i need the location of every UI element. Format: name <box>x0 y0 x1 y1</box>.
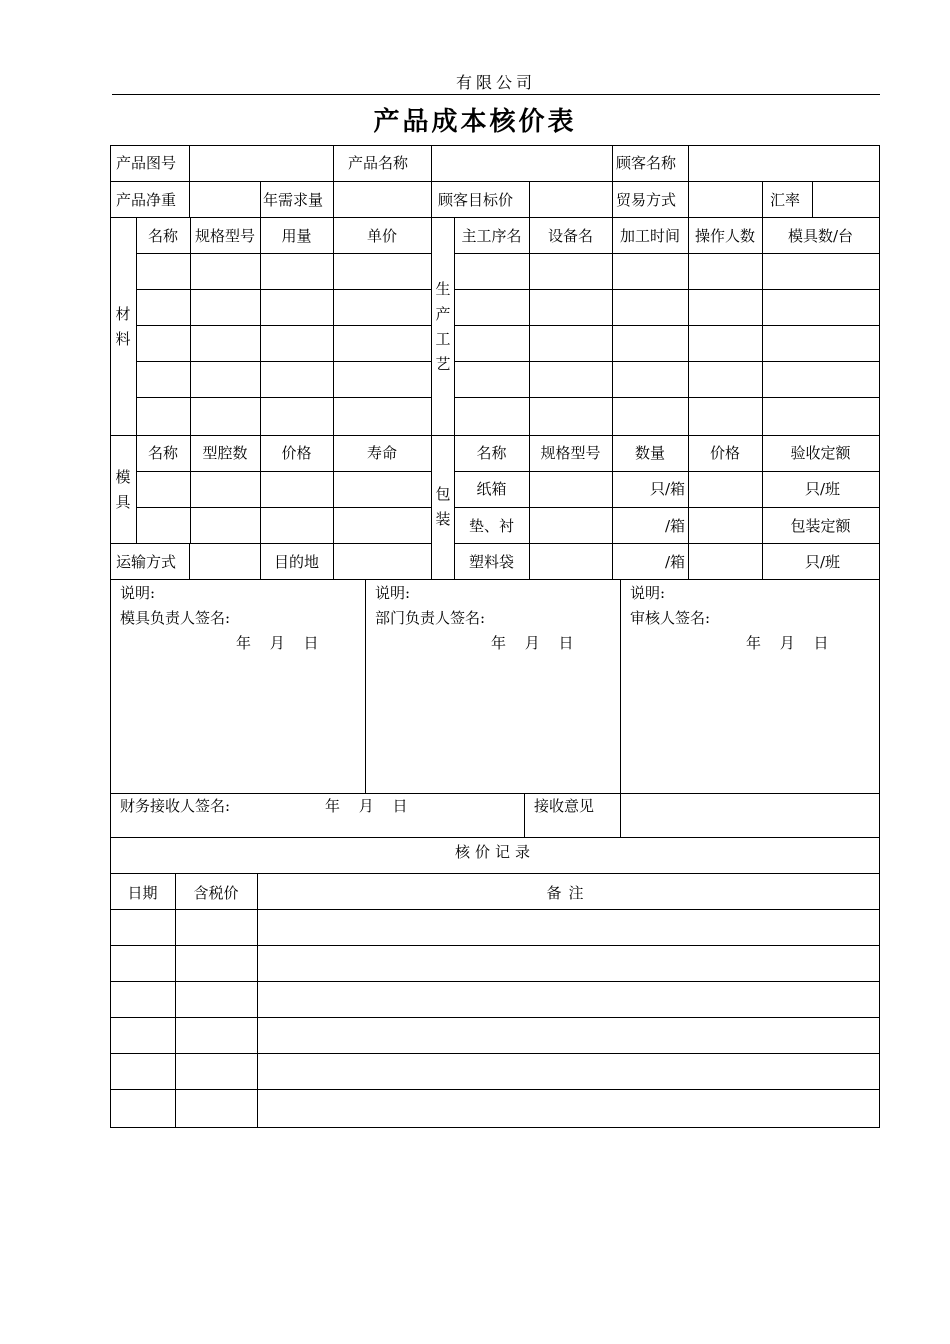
table-rule <box>257 873 258 1128</box>
label-product-name: 产品名称 <box>348 154 409 172</box>
table-rule <box>189 181 190 218</box>
table-rule <box>454 325 880 326</box>
table-rule <box>136 289 432 290</box>
materials-header-spec: 规格型号 <box>194 227 255 245</box>
record-header-remarks: 备注 <box>546 884 591 902</box>
packaging-header-price: 价格 <box>709 444 740 462</box>
packaging-header-quantity: 数量 <box>634 444 665 462</box>
mold-header-life: 寿命 <box>366 444 397 462</box>
mold-section-label: 模 具 <box>115 468 131 511</box>
table-rule <box>110 837 880 838</box>
finance-opinion-label: 接收意见 <box>534 797 595 815</box>
table-rule <box>529 217 530 580</box>
packaging-row-bag-name: 塑料袋 <box>468 553 514 571</box>
label-target-price: 顾客目标价 <box>438 191 514 209</box>
packaging-row-pad-name: 垫、衬 <box>468 517 514 535</box>
table-rule <box>762 181 763 218</box>
record-title: 核价记录 <box>454 843 535 861</box>
table-rule <box>175 873 176 1128</box>
table-rule <box>333 543 334 580</box>
table-rule <box>110 181 880 182</box>
table-rule <box>620 793 621 838</box>
finance-date: 年 月 日 <box>325 797 408 815</box>
note-mid-sign: 部门负责人签名: <box>375 609 486 627</box>
table-rule <box>110 145 880 146</box>
packaging-row-bag-qty: /箱 <box>664 553 685 571</box>
table-rule <box>260 217 261 436</box>
note-left-sign: 模具负责人签名: <box>120 609 231 627</box>
packaging-row-pad-quota: 包装定额 <box>790 517 851 535</box>
note-right-sign: 审核人签名: <box>630 609 711 627</box>
process-header-operators: 操作人数 <box>694 227 755 245</box>
table-rule <box>110 793 880 794</box>
table-rule <box>454 507 880 508</box>
table-rule <box>688 217 689 580</box>
table-rule <box>110 435 880 436</box>
process-header-molds-per-machine: 模具数/台 <box>787 227 854 245</box>
table-rule <box>333 217 334 436</box>
table-rule <box>260 181 261 218</box>
table-rule <box>333 145 334 182</box>
label-exchange-rate: 汇率 <box>770 191 801 209</box>
packaging-header-spec: 规格型号 <box>540 444 601 462</box>
note-mid-date: 年 月 日 <box>491 634 574 652</box>
table-rule <box>431 181 432 218</box>
table-rule <box>136 253 432 254</box>
packaging-row-bag-quota: 只/班 <box>804 553 840 571</box>
mold-header-price: 价格 <box>281 444 312 462</box>
table-rule <box>110 1053 880 1054</box>
table-rule <box>136 361 432 362</box>
table-rule <box>529 181 530 218</box>
table-rule <box>454 253 880 254</box>
table-rule <box>110 543 432 544</box>
process-header-processing-time: 加工时间 <box>619 227 680 245</box>
table-rule <box>454 361 880 362</box>
note-left-desc: 说明: <box>120 584 156 602</box>
packaging-section-label: 包 装 <box>435 485 451 528</box>
table-rule <box>524 793 525 838</box>
table-rule <box>110 1127 880 1128</box>
table-rule <box>365 579 366 794</box>
table-rule <box>688 181 689 218</box>
finance-sign-label: 财务接收人签名: <box>120 797 231 815</box>
materials-header-unit-price: 单价 <box>366 227 397 245</box>
table-rule <box>110 1089 880 1090</box>
table-rule <box>431 217 432 580</box>
table-rule <box>136 217 137 436</box>
note-left-date: 年 月 日 <box>236 634 319 652</box>
packaging-row-carton-name: 纸箱 <box>476 480 507 498</box>
packaging-row-carton-quota: 只/班 <box>804 480 840 498</box>
table-rule <box>454 289 880 290</box>
note-right-desc: 说明: <box>630 584 666 602</box>
materials-section-label: 材 料 <box>115 305 131 348</box>
table-rule <box>136 507 432 508</box>
note-mid-desc: 说明: <box>375 584 411 602</box>
table-rule <box>190 217 191 436</box>
materials-header-usage: 用量 <box>281 227 312 245</box>
process-section-label: 生 产 工 艺 <box>435 280 451 373</box>
label-destination: 目的地 <box>273 553 319 571</box>
label-annual-demand: 年需求量 <box>263 191 324 209</box>
table-rule <box>454 543 880 544</box>
table-rule <box>612 145 613 182</box>
mold-header-cavities: 型腔数 <box>202 444 248 462</box>
table-rule <box>454 397 880 398</box>
label-transport-mode: 运输方式 <box>116 553 177 571</box>
table-rule <box>110 945 880 946</box>
table-rule <box>110 981 880 982</box>
table-rule <box>688 145 689 182</box>
materials-header-name: 名称 <box>147 227 178 245</box>
table-rule <box>110 579 880 580</box>
record-header-date: 日期 <box>127 884 158 902</box>
process-header-equipment: 设备名 <box>547 227 593 245</box>
table-rule <box>110 217 880 218</box>
table-rule <box>189 543 190 580</box>
process-header-main-step: 主工序名 <box>461 227 522 245</box>
table-rule <box>333 181 334 218</box>
record-header-price-incl-tax: 含税价 <box>193 884 239 902</box>
packaging-header-name: 名称 <box>476 444 507 462</box>
table-rule <box>136 397 432 398</box>
table-rule <box>189 145 190 182</box>
packaging-header-acceptance-quota: 验收定额 <box>790 444 851 462</box>
table-rule <box>136 471 432 472</box>
table-rule <box>431 145 432 182</box>
table-rule <box>812 181 813 218</box>
form-title: 产品成本核价表 <box>373 107 577 137</box>
packaging-row-pad-qty: /箱 <box>664 517 685 535</box>
table-rule <box>110 873 880 874</box>
table-rule <box>612 181 613 218</box>
table-rule <box>620 579 621 794</box>
label-customer-name: 顾客名称 <box>616 154 677 172</box>
table-rule <box>110 909 880 910</box>
table-rule <box>110 1017 880 1018</box>
label-trade-mode: 贸易方式 <box>616 191 677 209</box>
mold-header-name: 名称 <box>147 444 178 462</box>
packaging-row-carton-qty: 只/箱 <box>649 480 685 498</box>
company-header: 有限公司 <box>112 72 880 95</box>
label-net-weight: 产品净重 <box>116 191 177 209</box>
label-product-drawing-no: 产品图号 <box>116 154 177 172</box>
note-right-date: 年 月 日 <box>746 634 829 652</box>
table-rule <box>454 471 880 472</box>
table-rule <box>136 325 432 326</box>
